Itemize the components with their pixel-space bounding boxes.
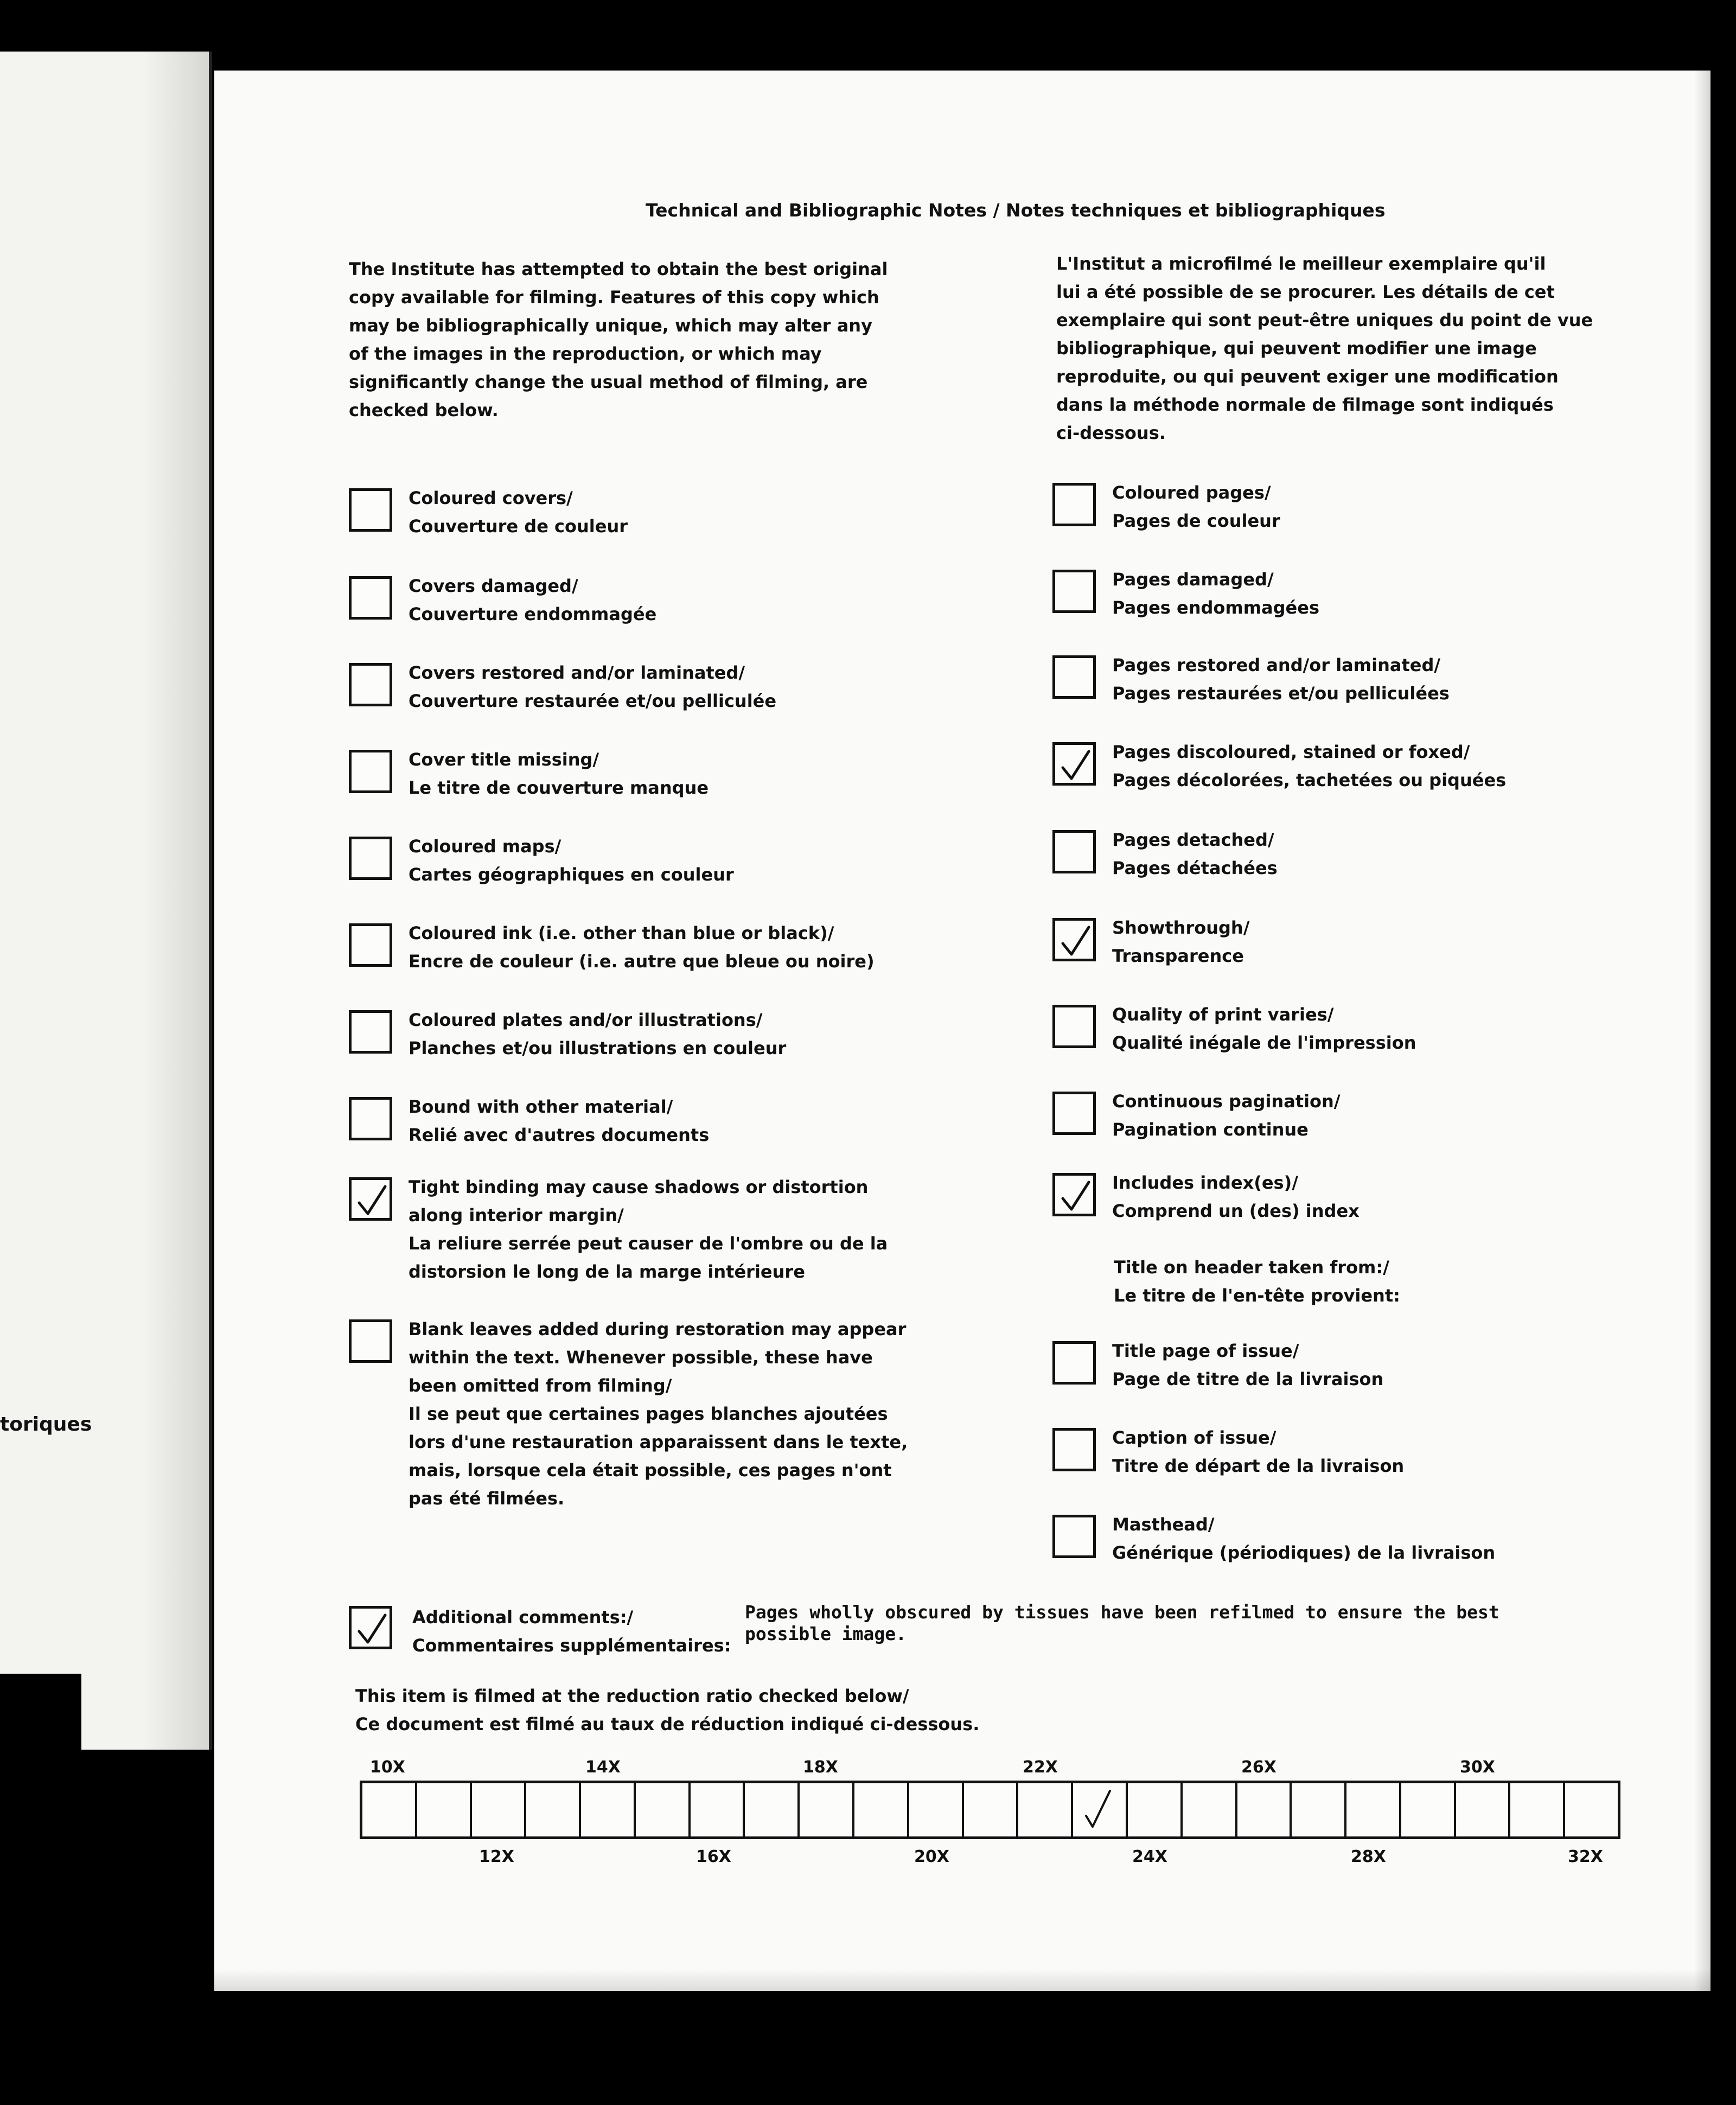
left-check-checkbox[interactable] — [349, 837, 392, 880]
ratio-cell[interactable] — [472, 1783, 527, 1836]
right-check-label: Pages detached/ Pages détachées — [1112, 830, 1278, 878]
ratio-cell[interactable] — [1073, 1783, 1128, 1836]
right-check-checkbox[interactable] — [1052, 483, 1096, 526]
left-check-checkbox[interactable] — [349, 1010, 392, 1054]
left-check-label: Cover title missing/ Le titre de couverture manque — [409, 749, 709, 798]
adjacent-page-glyph — [0, 1674, 87, 1956]
left-check-label: Blank leaves added during restoration may appear within the text. Whenever possible, these have been omitted from filming/ Il se peut que certaines pages blanches ajoutées lors d'une restauration apparaissent dans le texte, mais, lorsque cela était possible, ces pages n'ont pas été filmées. — [409, 1319, 908, 1509]
ratio-label-24x: 24X — [1132, 1847, 1167, 1866]
ratio-label-26x: 26X — [1241, 1758, 1277, 1777]
adjacent-page-text: toriques — [0, 1413, 92, 1436]
ratio-cell[interactable] — [1292, 1783, 1346, 1836]
right-check-label: Pages damaged/ Pages endommagées — [1112, 569, 1319, 618]
ratio-cell[interactable] — [745, 1783, 800, 1836]
intro-french: L'Institut a microfilmé le meilleur exemplaire qu'il lui a été possible de se procurer. Les détails de cet exemplaire qui sont peut-être uniques du point de vue bibliographique, qui peuvent modifier une image reproduite, ou qui peuvent exiger une modification dans la méthode normale de filmage sont indiqués ci-dessous. — [1056, 253, 1593, 443]
checkmark-icon — [1084, 1789, 1112, 1830]
left-check-label: Tight binding may cause shadows or distortion along interior margin/ La reliure serrée peut causer de l'ombre ou de la distorsion le long de la marge intérieure — [409, 1177, 888, 1282]
ratio-label-32x: 32X — [1568, 1847, 1603, 1866]
right-check-label: Includes index(es)/ Comprend un (des) index — [1112, 1172, 1360, 1221]
header-note: Title on header taken from:/ Le titre de l'en-tête provient: — [1114, 1257, 1400, 1306]
page-shadow — [144, 52, 209, 1750]
right-check-checkbox[interactable] — [1052, 655, 1096, 699]
left-check-label: Coloured covers/ Couverture de couleur — [409, 488, 628, 537]
reduction-note: This item is filmed at the reduction ratio checked below/ Ce document est filmé au taux de réduction indiqué ci-dessous. — [355, 1686, 980, 1734]
right-check-checkbox[interactable] — [1052, 1428, 1096, 1471]
ratio-label-28x: 28X — [1351, 1847, 1386, 1866]
ratio-cell[interactable] — [1018, 1783, 1073, 1836]
ratio-label-12x: 12X — [479, 1847, 514, 1866]
right-check-checkbox[interactable] — [1052, 1005, 1096, 1048]
ratio-cell[interactable] — [636, 1783, 691, 1836]
ratio-cell[interactable] — [417, 1783, 472, 1836]
right-check-label: Masthead/ Générique (périodiques) de la livraison — [1112, 1514, 1496, 1563]
right-check-label: Pages discoloured, stained or foxed/ Pages décolorées, tachetées ou piquées — [1112, 742, 1507, 790]
ratio-cell[interactable] — [964, 1783, 1019, 1836]
left-check-checkbox[interactable] — [349, 488, 392, 532]
ratio-cell[interactable] — [909, 1783, 964, 1836]
ratio-cell[interactable] — [854, 1783, 909, 1836]
intro-english: The Institute has attempted to obtain the best original copy available for filming. Features of this copy which may be bibliographically unique, which may alter any of the images in the reproduction, or which may significantly change the usual method of filming, are checked below. — [349, 259, 888, 420]
right-check-checkbox[interactable] — [1052, 742, 1096, 786]
right-check-checkbox[interactable] — [1052, 830, 1096, 873]
ratio-cell[interactable] — [691, 1783, 745, 1836]
right-check-checkbox[interactable] — [1052, 1515, 1096, 1558]
left-check-label: Covers damaged/ Couverture endommagée — [409, 576, 657, 624]
left-check-label: Coloured ink (i.e. other than blue or black)/ Encre de couleur (i.e. autre que bleue ou noire) — [409, 923, 875, 972]
right-check-label: Pages restored and/or laminated/ Pages restaurées et/ou pelliculées — [1112, 655, 1450, 704]
ratio-label-30x: 30X — [1460, 1758, 1495, 1777]
ratio-cell[interactable] — [362, 1783, 417, 1836]
checkmark-icon — [1060, 748, 1092, 783]
ratio-cell[interactable] — [581, 1783, 636, 1836]
ratio-cell[interactable] — [526, 1783, 581, 1836]
right-check-label: Quality of print varies/ Qualité inégale de l'impression — [1112, 1004, 1416, 1053]
ratio-cell[interactable] — [1346, 1783, 1401, 1836]
left-check-label: Coloured maps/ Cartes géographiques en couleur — [409, 836, 734, 885]
ratio-cell[interactable] — [1565, 1783, 1618, 1836]
checkmark-icon — [1060, 1179, 1092, 1214]
document-page — [214, 71, 1711, 1991]
ratio-cell[interactable] — [1128, 1783, 1183, 1836]
right-check-label: Title page of issue/ Page de titre de la livraison — [1112, 1341, 1384, 1389]
ratio-label-20x: 20X — [914, 1847, 949, 1866]
left-check-checkbox[interactable] — [349, 1097, 392, 1140]
right-check-checkbox[interactable] — [1052, 918, 1096, 961]
reduction-ratio-scale — [360, 1781, 1620, 1839]
left-check-checkbox[interactable] — [349, 1177, 392, 1221]
left-check-label: Covers restored and/or laminated/ Couverture restaurée et/ou pelliculée — [409, 662, 777, 711]
checkmark-icon — [1060, 924, 1092, 959]
ratio-cell[interactable] — [1183, 1783, 1237, 1836]
left-check-checkbox[interactable] — [349, 1319, 392, 1363]
ratio-cell[interactable] — [800, 1783, 854, 1836]
ratio-cell[interactable] — [1456, 1783, 1511, 1836]
ratio-label-16x: 16X — [696, 1847, 731, 1866]
ratio-label-10x: 10X — [370, 1758, 405, 1777]
right-check-label: Coloured pages/ Pages de couleur — [1112, 482, 1280, 531]
ratio-cell[interactable] — [1510, 1783, 1565, 1836]
right-check-label: Continuous pagination/ Pagination continue — [1112, 1091, 1341, 1140]
left-check-checkbox[interactable] — [349, 923, 392, 967]
additional-comments-label: Additional comments:/ Commentaires supplémentaires: — [412, 1607, 731, 1656]
page-title: Technical and Bibliographic Notes / Notes techniques et bibliographiques — [646, 200, 1386, 221]
left-check-label: Coloured plates and/or illustrations/ Planches et/ou illustrations en couleur — [409, 1010, 787, 1058]
right-check-label: Showthrough/ Transparence — [1112, 917, 1250, 966]
right-check-checkbox[interactable] — [1052, 1092, 1096, 1135]
right-check-checkbox[interactable] — [1052, 1341, 1096, 1385]
ratio-cell[interactable] — [1401, 1783, 1456, 1836]
left-check-label: Bound with other material/ Relié avec d'autres documents — [409, 1096, 710, 1145]
left-check-checkbox[interactable] — [349, 750, 392, 793]
ratio-cell[interactable] — [1237, 1783, 1292, 1836]
additional-comments-checkbox[interactable] — [349, 1606, 392, 1649]
checkmark-icon — [356, 1612, 388, 1647]
ratio-label-18x: 18X — [803, 1758, 838, 1777]
left-check-checkbox[interactable] — [349, 576, 392, 620]
left-check-checkbox[interactable] — [349, 663, 392, 706]
right-check-checkbox[interactable] — [1052, 570, 1096, 613]
ratio-label-14x: 14X — [585, 1758, 621, 1777]
additional-comments-text: Pages wholly obscured by tissues have been refilmed to ensure the best possible image. — [745, 1602, 1499, 1644]
adjacent-page — [0, 52, 212, 1750]
ratio-label-22x: 22X — [1023, 1758, 1058, 1777]
right-check-checkbox[interactable] — [1052, 1173, 1096, 1216]
checkmark-icon — [356, 1183, 388, 1218]
right-check-label: Caption of issue/ Titre de départ de la livraison — [1112, 1427, 1405, 1476]
